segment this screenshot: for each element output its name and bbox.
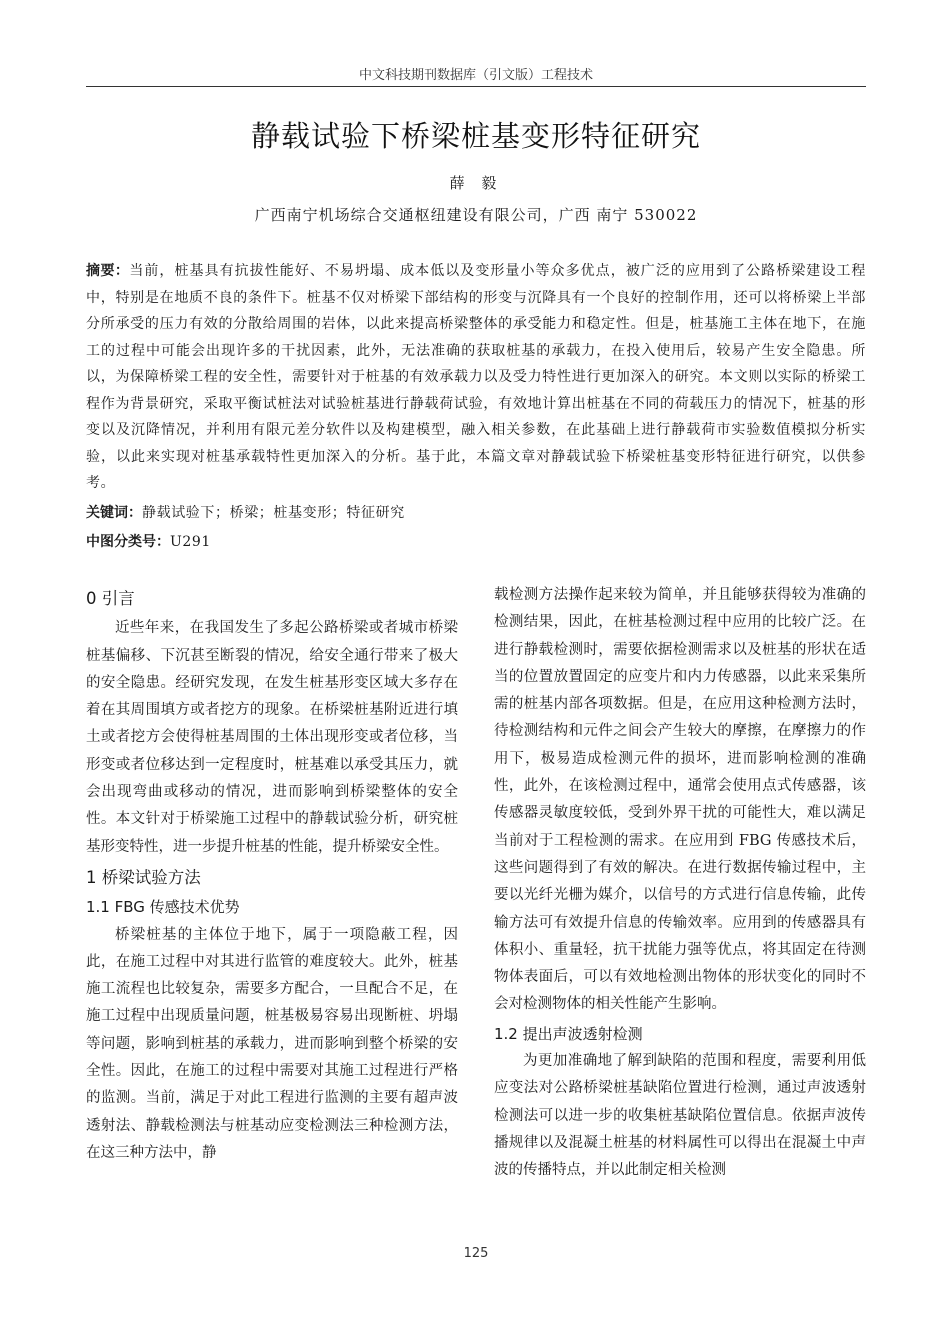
section-1-2-heading: 1.2 提出声波透射检测 [494,1024,643,1043]
author-name: 薛 毅 [449,174,503,192]
keywords-label: 关键词： [86,505,142,521]
paper-title: 静载试验下桥梁桩基变形特征研究 [250,119,701,153]
abstract [86,258,866,497]
right-column [494,582,866,1185]
page-number: 125 [463,1246,489,1261]
section-1-1-paragraph-continued: 载检测方法操作起来较为简单，并且能够获得较为准确的检测结果，因此，在桩基检测过程中应用的比较广泛。在进行静载检测时，需要依据检测需求以及桩基的形状在适当的位置放置固定的应变片和内力传感器，以此来采集所需的桩基内部各项数据。但是，在应用这种检测方法时，待检测结构和元件之间会产生较大的摩擦，在摩擦力的作用下，极易造成检测元件的损坏，进而影响检测的准确性，此外，在该检测过程中，通常会使用点式传感器，该传感器灵敏度较低，受到外界干扰的可能性大，难以满足当前对于工程检测的需求。在应用到 FBG 传感技术后，这些问题得到了有效的解决。在进行数据传输过程中，主要以光纤光栅为媒介，以信号的方式进行信息传输，此传输方法可有效提升信息的传输效率。应用到的传感器具有体积小、重量轻，抗干扰能力强等优点，将其固定在待测物体表面后，可以有效地检测出物体的形状变化的同时不会对检测物体的相关性能产生影响。 [494,587,866,1013]
left-column [86,582,458,1167]
abstract-text: 当前，桩基具有抗拔性能好、不易坍塌、成本低以及变形量小等众多优点，被广泛的应用到了公路桥梁建设工程中，特别是在地质不良的条件下。桩基不仅对桥梁下部结构的形变与沉降具有一个良好的控制作用，还可以将桥梁上半部分所承受的压力有效的分散给周围的岩体，以此来提高桥梁整体的承受能力和稳定性。但是，桩基施工主体在地下，在施工的过程中可能会出现许多的干扰因素，此外，无法准确的获取桩基的承载力，在投入使用后，较易产生安全隐患。所以，为保障桥梁工程的安全性，需要针对于桩基的有效承载力以及受力特性进行更加深入的研究。本文则以实际的桥梁工程作为背景研究，采取平衡试桩法对试验桩基进行静载荷试验，有效地计算出桩基在不同的荷载压力的情况下，桩基的形变以及沉降情况，并利用有限元差分软件以及构建模型，融入相关参数，在此基础上进行静载荷市实验数值模拟分析实验，以此来实现对桩基承载特性更加深入的分析。基于此，本篇文章对静载试验下桥梁桩基变形特征进行研究，以供参考。 [86,263,867,491]
header-rule [86,86,866,87]
section-1-1-heading: 1.1 FBG 传感技术优势 [86,898,240,917]
section-1-2-paragraph: 为更加准确地了解到缺陷的范围和程度，需要利用低应变法对公路桥梁桩基缺陷位置进行检测，通过声波透射检测法可以进一步的收集桩基缺陷位置信息。依据声波传播规律以及混凝土桩基的材料属性可以得出在混凝土中声波的传播特点，并以此制定相关检测 [494,1053,866,1179]
section-1-heading: 1 桥梁试验方法 [86,867,201,887]
classification-text: U291 [170,534,211,550]
author-affiliation: 广西南宁机场综合交通枢纽建设有限公司，广西 南宁 530022 [254,206,698,224]
section-0-heading: 0 引言 [86,589,135,608]
abstract-label: 摘要： [86,263,130,279]
section-0-paragraph: 近些年来，在我国发生了多起公路桥梁或者城市桥梁桩基偏移、下沉甚至断裂的情况，给安全通行带来了极大的安全隐患。经研究发现，在发生桩基形变区域大多存在着在其周围填方或者挖方的现象。在桥梁桩基附近进行填土或者挖方会使得桩基周围的土体出现形变或者位移，当形变或者位移达到一定程度时，桩基难以承受其压力，就会出现弯曲或移动的情况，进而影响到桥梁整体的安全性。本文针对于桥梁施工过程中的静载试验分析，研究桩基形变特性，进一步提升桩基的性能，提升桥梁安全性。 [86,620,458,855]
journal-running-head: 中文科技期刊数据库（引文版）工程技术 [358,68,593,83]
classification-label: 中图分类号： [86,534,170,550]
section-1-1-paragraph: 桥梁桩基的主体位于地下，属于一项隐蔽工程，因此，在施工过程中对其进行监管的难度较大。此外，桩基施工流程也比较复杂，需要多方配合，一旦配合不足，在施工过程中出现质量问题，桩基极易容易出现断桩、坍塌等问题，影响到桩基的承载力，进而影响到整个桥梁的安全性。因此，在施工的过程中需要对其施工过程进行严格的监测。当前，满足于对此工程进行监测的主要有超声波透射法、静载检测法与桩基动应变检测法三种检测方法，在这三种方法中，静 [86,926,458,1161]
keywords-text: 静载试验下；桥梁；桩基变形；特征研究 [142,505,405,521]
classification-number [86,531,866,551]
keywords [86,502,866,522]
